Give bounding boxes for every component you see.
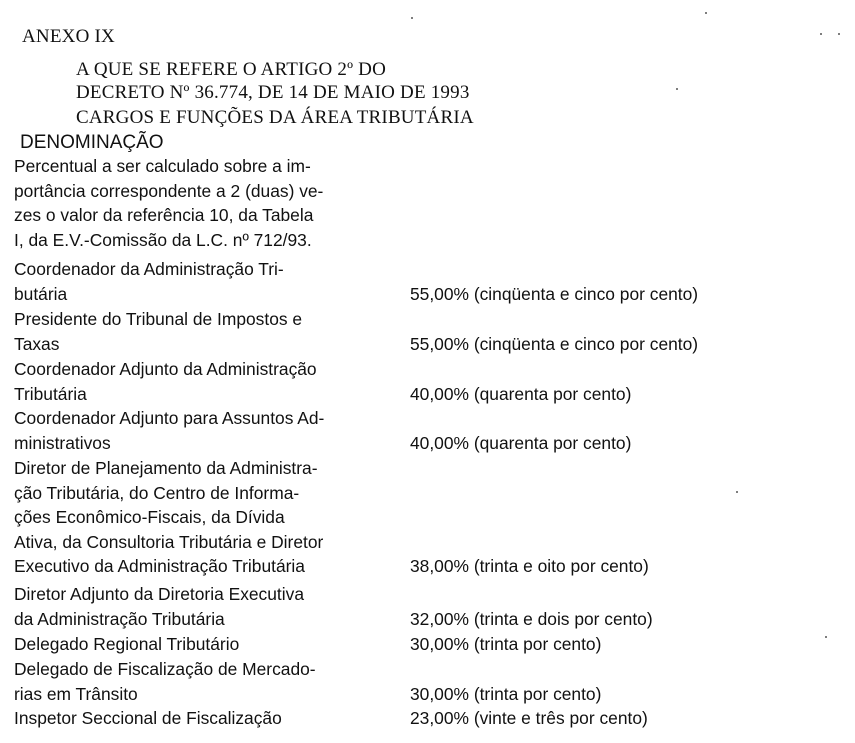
cargo-name: Inspetor Seccional de Fiscalização: [14, 708, 282, 728]
percentual-value: 38,00% (trinta e oito por cento): [410, 556, 649, 577]
cargo-name: Delegado Regional Tributário: [14, 634, 240, 654]
scan-speck: [825, 636, 827, 638]
scan-speck: [705, 12, 707, 14]
cargo-name: Diretor Adjunto da Diretoria Executiva da Administração Tributária: [14, 584, 304, 629]
cargo-name: Delegado de Fiscalização de Mercado- rias em Trânsito: [14, 659, 316, 704]
cargo-name: Coordenador Adjunto para Assuntos Ad- ministrativos: [14, 408, 325, 453]
cargo-name: Diretor de Planejamento da Administra- ção Tributária, do Centro de Informa- ções Econômico-Fiscais, da Dívida Ativa, da Consultoria Tributária e Diretor Executivo da Administração Tributária: [14, 458, 324, 577]
scan-speck: [820, 33, 822, 35]
annex-title: ANEXO IX: [22, 26, 115, 47]
cargo-name: Coordenador Adjunto da Administração Tributária: [14, 359, 317, 404]
column-header-denominacao: DENOMINAÇÃO: [20, 132, 164, 153]
annex-subtitle-line: CARGOS E FUNÇÕES DA ÁREA TRIBUTÁRIA: [76, 107, 474, 128]
annex-subtitle-line: DECRETO Nº 36.774, DE 14 DE MAIO DE 1993: [76, 82, 470, 103]
percentual-value: 23,00% (vinte e três por cento): [410, 708, 648, 728]
scan-speck: [838, 33, 840, 35]
percentual-value: 30,00% (trinta por cento): [410, 683, 602, 704]
scan-speck: [411, 17, 413, 19]
percentual-value: 55,00% (cinqüenta e cinco por cento): [410, 283, 699, 304]
note-text: Percentual a ser calculado sobre a im- portância correspondente a 2 (duas) ve- zes o valor da referência 10, da Tabela I, da E.V.-Comissão da L.C. nº 712/93.: [14, 156, 324, 250]
cargo-name: Coordenador da Administração Tri- butária: [14, 259, 284, 304]
percentual-value: 40,00% (quarenta por cento): [410, 383, 632, 404]
scan-speck: [676, 88, 678, 90]
cargo-name: Presidente do Tribunal de Impostos e Taxas: [14, 309, 303, 354]
annex-subtitle-line: A QUE SE REFERE O ARTIGO 2º DO: [76, 59, 387, 80]
percentual-value: 55,00% (cinqüenta e cinco por cento): [410, 333, 699, 354]
scan-speck: [736, 491, 738, 493]
percentual-value: 32,00% (trinta e dois por cento): [410, 608, 653, 629]
percentual-value: 30,00% (trinta por cento): [410, 634, 602, 654]
percentual-value: 40,00% (quarenta por cento): [410, 432, 632, 453]
